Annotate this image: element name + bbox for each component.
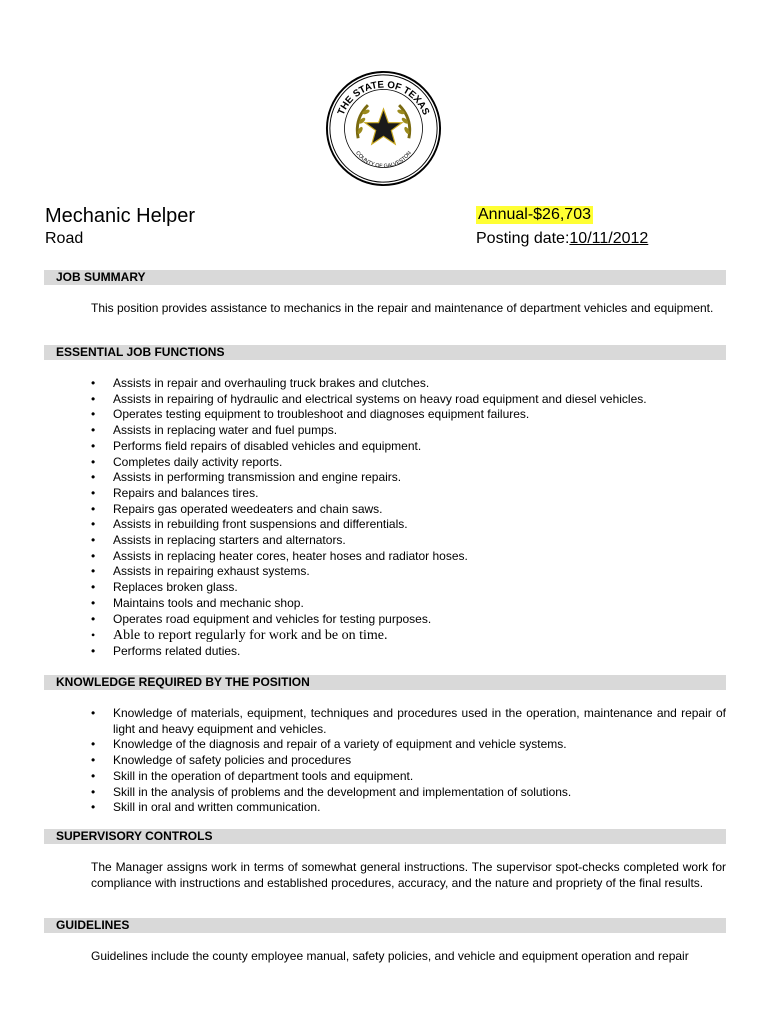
posting-date-value: 10/11/2012 [569, 230, 649, 247]
guidelines-text: Guidelines include the county employee manual, safety policies, and vehicle and equipment operation and repair [91, 949, 689, 963]
list-item: • Repairs gas operated weedeaters and chain saws. [91, 502, 726, 518]
list-item: • Assists in replacing water and fuel pumps. [91, 423, 726, 439]
list-item: • Maintains tools and mechanic shop. [91, 596, 726, 612]
list-item: • Repairs and balances tires. [91, 486, 726, 502]
list-item: • Knowledge of the diagnosis and repair of a variety of equipment and vehicle systems. [91, 737, 726, 753]
section-heading-essential-functions: ESSENTIAL JOB FUNCTIONS [44, 345, 726, 360]
list-item: • Completes daily activity reports. [91, 455, 726, 471]
list-item: • Assists in replacing heater cores, heater hoses and radiator hoses. [91, 549, 726, 565]
list-item: • Replaces broken glass. [91, 580, 726, 596]
list-item: • Performs field repairs of disabled vehicles and equipment. [91, 439, 726, 455]
list-item: • Skill in the operation of department tools and equipment. [91, 769, 726, 785]
section-heading-supervisory: SUPERVISORY CONTROLS [44, 829, 726, 844]
list-item: • Knowledge of safety policies and procedures [91, 753, 726, 769]
posting-date-line [476, 230, 648, 248]
posting-date-label: Posting date: [476, 230, 570, 247]
svg-text:THE STATE OF TEXAS: THE STATE OF TEXAS [335, 79, 432, 117]
list-item: • Skill in oral and written communication. [91, 800, 726, 816]
list-item: • Knowledge of materials, equipment, techniques and procedures used in the operation, maintenance and repair of light and heavy equipment and vehicles. [91, 706, 726, 737]
list-item: • Assists in performing transmission and engine repairs. [91, 470, 726, 486]
list-item: • Assists in replacing starters and alternators. [91, 533, 726, 549]
list-item: • Assists in rebuilding front suspensions and differentials. [91, 517, 726, 533]
list-item: • Assists in repairing of hydraulic and electrical systems on heavy road equipment and diesel vehicles. [91, 392, 726, 408]
department-name: Road [45, 230, 84, 247]
list-item: • Performs related duties. [91, 644, 726, 660]
job-summary-text: This position provides assistance to mechanics in the repair and maintenance of department vehicles and equipment. [91, 301, 714, 315]
list-item: • Operates testing equipment to troubleshoot and diagnoses equipment failures. [91, 407, 726, 423]
list-item: • Assists in repairing exhaust systems. [91, 564, 726, 580]
essential-functions-list [91, 376, 726, 660]
section-heading-job-summary: JOB SUMMARY [44, 270, 726, 285]
county-seal [325, 70, 442, 187]
salary-highlight: Annual-$26,703 [478, 206, 591, 223]
svg-text:COUNTY OF GALVESTON: COUNTY OF GALVESTON [354, 150, 413, 170]
job-title: Mechanic Helper [45, 205, 196, 227]
supervisory-text: The Manager assigns work in terms of somewhat general instructions. The supervisor spot-checks completed work for compliance with instructions and established procedures, accuracy, and the nature and propriety of the final results. [91, 860, 726, 890]
section-heading-knowledge: KNOWLEDGE REQUIRED BY THE POSITION [44, 675, 726, 690]
list-item: • Able to report regularly for work and be on time. [91, 627, 726, 644]
list-item: • Assists in repair and overhauling truck brakes and clutches. [91, 376, 726, 392]
list-item: • Operates road equipment and vehicles for testing purposes. [91, 612, 726, 628]
list-item: • Skill in the analysis of problems and the development and implementation of solutions. [91, 785, 726, 801]
section-heading-guidelines: GUIDELINES [44, 918, 726, 933]
knowledge-list [91, 706, 726, 816]
